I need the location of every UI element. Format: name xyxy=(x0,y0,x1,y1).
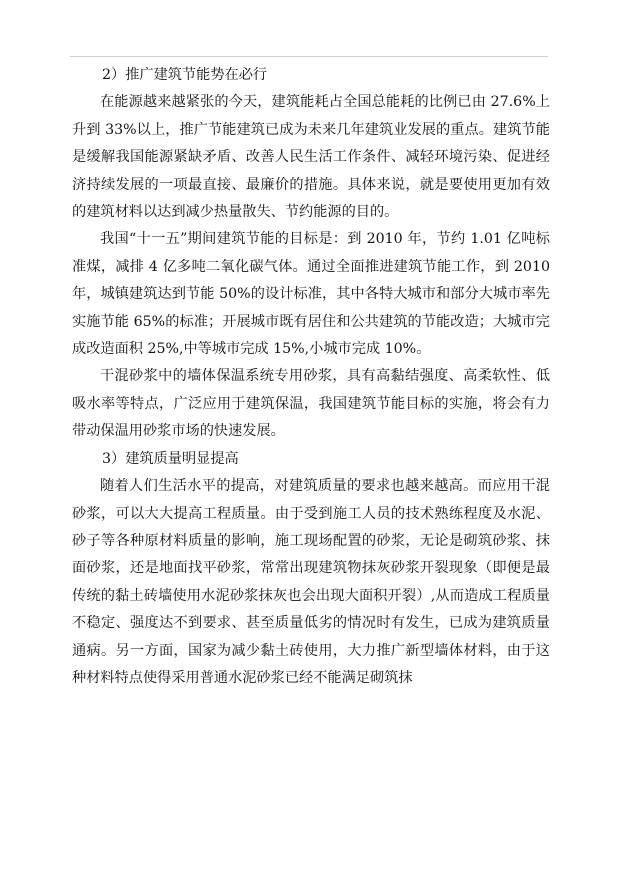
document-body xyxy=(72,62,550,692)
section-heading-energy-saving: 2）推广建筑节能势在必行 xyxy=(102,67,268,83)
paragraph-insulation-mortar: 干混砂浆中的墙体保温系统专用砂浆，具有高黏结强度、高柔软性、低吸水率等特点，广泛应用于建筑保温，我国建筑节能目标的实施，将会有力带动保温用砂浆市场的快速发展。 xyxy=(72,368,550,440)
paragraph-energy-consumption: 在能源越来越紧张的今天，建筑能耗占全国总能耗的比例已由 27.6%上升到 33%以上，推广节能建筑已成为未来几年建筑业发展的重点。建筑节能是缓解我国能源紧缺矛盾、改善人民生活工作条件、减轻环境污染、促进经济持续发展的一项最直接、最廉价的措施。具体来说，就是要使用更加有效的建筑材料以达到减少热量散失、节约能源的目的。 xyxy=(72,94,550,221)
paragraph-five-year-targets: 我国“十一五”期间建筑节能的目标是：到 2010 年，节约 1.01 亿吨标准煤，减排 4 亿多吨二氧化碳气体。通过全面推进建筑节能工作，到 2010 年，城镇建筑达到节能 50%的设计标准，其中各特大城市和部分大城市率先实施节能 65%的标准；开展城市既有居住和公共建筑的节能改造；大城市完成改造面积 25%,中等城市完成 15%,小城市完成 10%。 xyxy=(72,231,550,358)
header-rule xyxy=(70,56,548,57)
paragraph-quality-improvement: 随着人们生活水平的提高，对建筑质量的要求也越来越高。而应用干混砂浆，可以大大提高工程质量。由于受到施工人员的技术熟练程度及水泥、砂子等各种原材料质量的影响，施工现场配置的砂浆，无论是砌筑砂浆、抹面砂浆，还是地面找平砂浆，常常出现建筑物抹灰砂浆开裂现象（即便是最传统的黏土砖墙使用水泥砂浆抹灰也会出现大面积开裂）,从而造成工程质量不稳定、强度达不到要求、甚至质量低劣的情况时有发生，已成为建筑质量通病。另一方面，国家为减少黏土砖使用，大力推广新型墙体材料，由于这种材料特点使得采用普通水泥砂浆已经不能满足砌筑抹 xyxy=(72,478,550,686)
section-heading-quality: 3）建筑质量明显提高 xyxy=(102,450,239,467)
